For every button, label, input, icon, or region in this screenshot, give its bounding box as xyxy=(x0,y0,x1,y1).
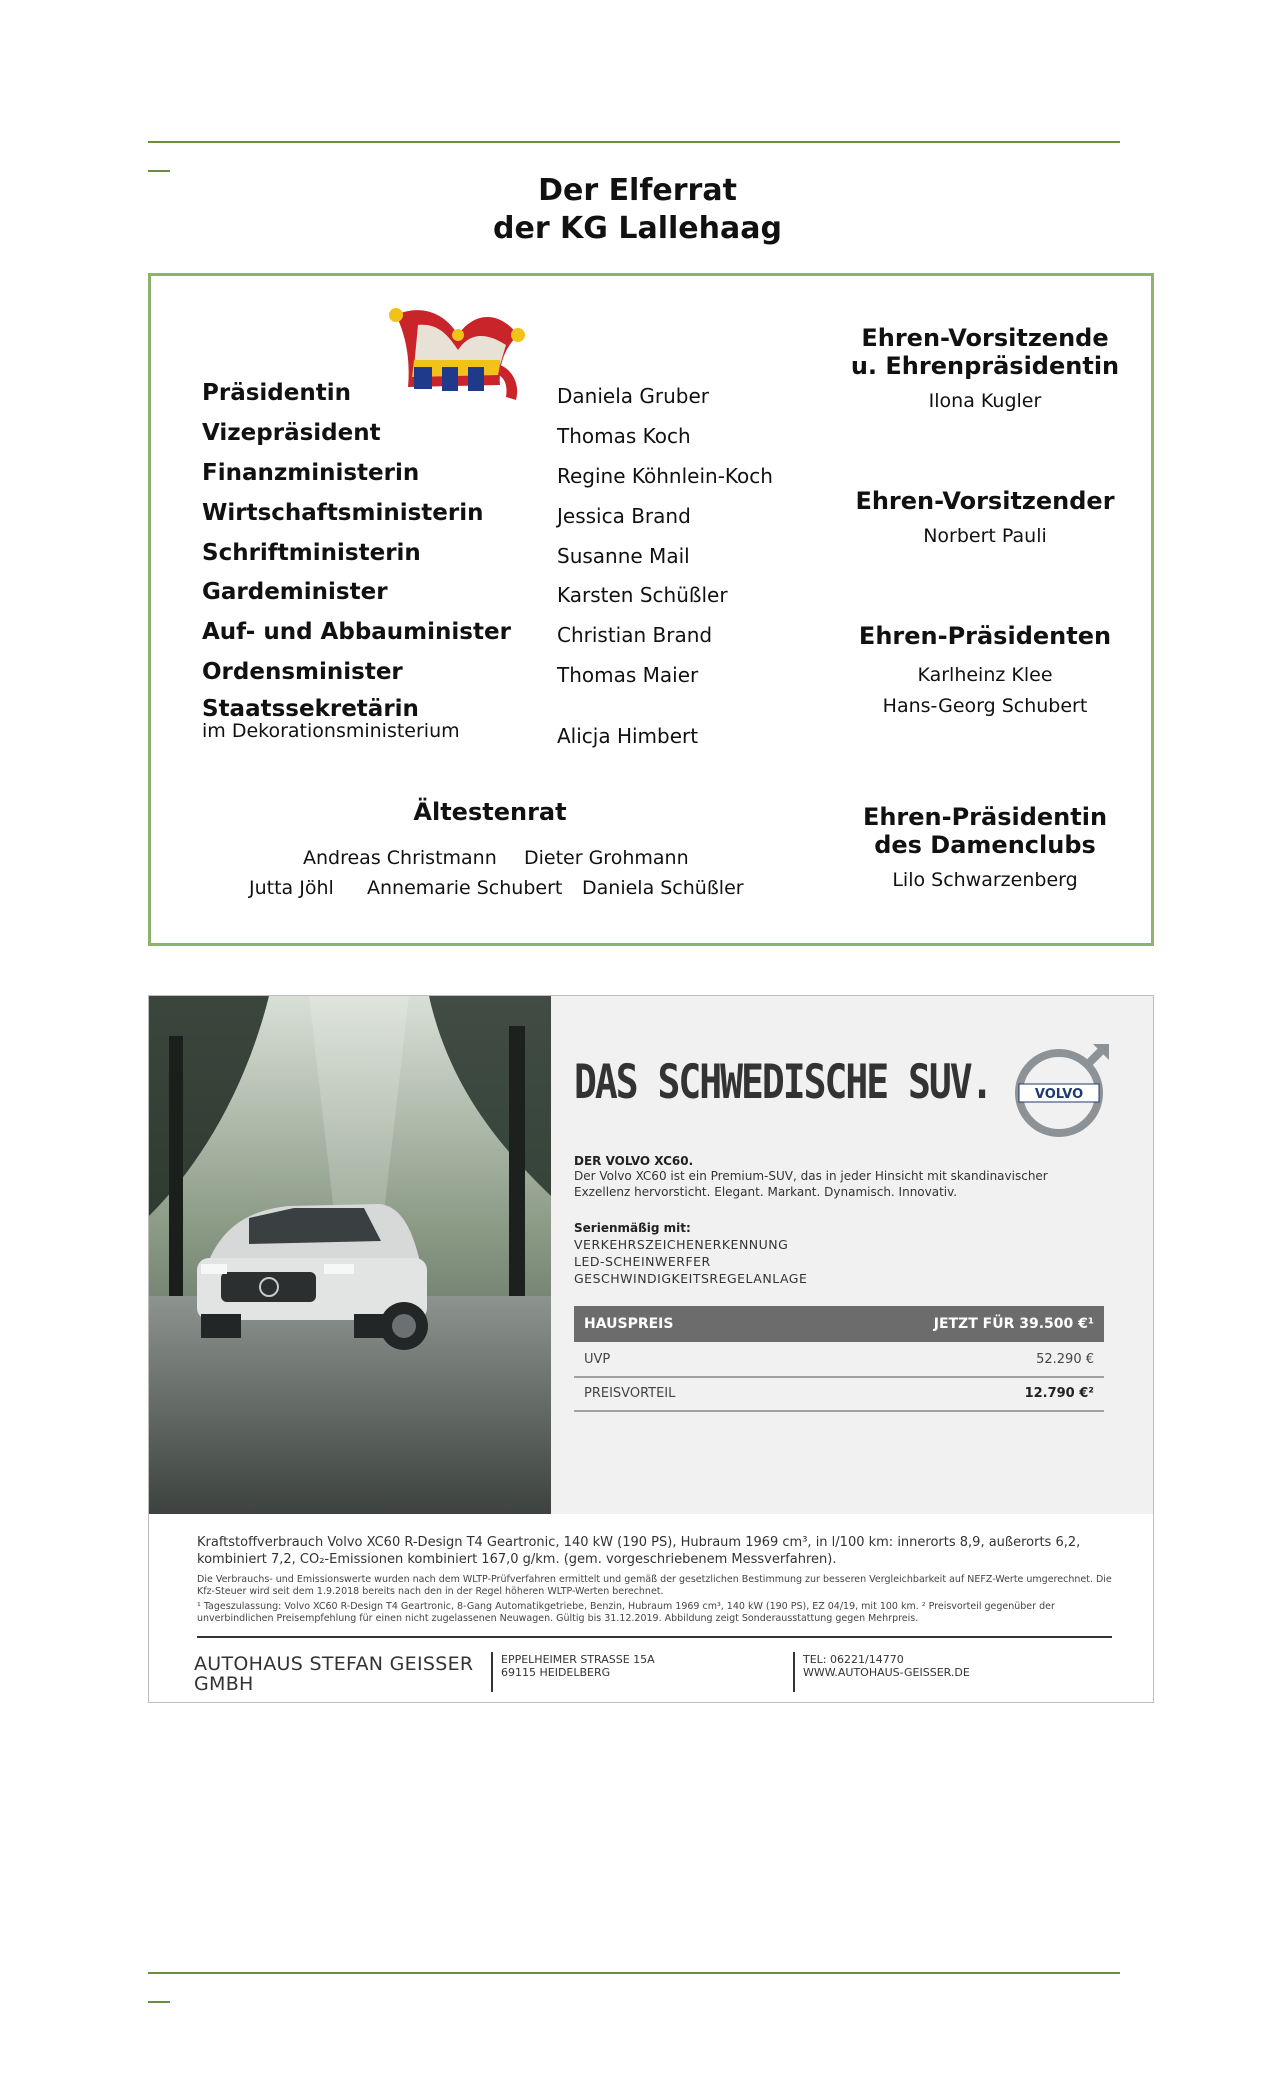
council-name: Thomas Koch xyxy=(557,424,691,448)
header-rule xyxy=(148,141,1120,143)
ad-standard-list xyxy=(574,1236,807,1287)
council-row xyxy=(202,659,802,695)
honor-name: Hans-Georg Schubert xyxy=(882,695,1088,717)
council-role: Staatssekretärin xyxy=(202,696,419,722)
honor-damenclub xyxy=(845,803,1125,896)
honor-praesidenten xyxy=(845,622,1125,722)
ad-web: WWW.AUTOHAUS-GEISSER.DE xyxy=(803,1666,970,1679)
council-role-sub: im Dekorationsministerium xyxy=(202,720,460,742)
ad-advantage-value: 12.790 €² xyxy=(1024,1386,1094,1401)
ad-price-bar xyxy=(574,1306,1104,1342)
council-row xyxy=(202,500,802,536)
honor-head: Ehren-Vorsitzende xyxy=(861,324,1109,352)
council-row xyxy=(202,420,802,456)
council-row xyxy=(202,579,802,615)
council-role: Ordensminister xyxy=(202,659,403,685)
title-line-1: Der Elferrat xyxy=(538,173,737,208)
council-role: Wirtschaftsministerin xyxy=(202,500,484,526)
elder-name: Dieter Grohmann xyxy=(524,847,689,869)
council-role: Präsidentin xyxy=(202,380,351,406)
council-name: Regine Köhnlein-Koch xyxy=(557,464,773,488)
footer-rule xyxy=(148,1972,1120,1974)
ad-advantage-label: PREISVORTEIL xyxy=(584,1386,676,1401)
ad-price-value: JETZT FÜR 39.500 €¹ xyxy=(933,1316,1094,1332)
ad-standard-item: LED-SCHEINWERFER xyxy=(574,1254,711,1269)
elder-name: Andreas Christmann xyxy=(303,847,497,869)
ad-city: 69115 HEIDELBERG xyxy=(501,1666,611,1679)
ad-street: EPPELHEIMER STRASSE 15A xyxy=(501,1653,655,1666)
ad-standard-item: VERKEHRSZEICHENERKENNUNG xyxy=(574,1237,789,1252)
honor-name: Ilona Kugler xyxy=(928,390,1042,412)
ad-price-label: HAUSPREIS xyxy=(584,1316,674,1332)
ad-dealer-line: AUTOHAUS STEFAN GEISSER xyxy=(194,1653,474,1675)
ad-contact xyxy=(803,1653,970,1679)
ad-uvp-label: UVP xyxy=(584,1352,611,1367)
honor-head: Ehren-Präsidenten xyxy=(858,622,1112,650)
ad-uvp-row xyxy=(574,1344,1104,1378)
honor-name: Norbert Pauli xyxy=(923,525,1047,547)
volvo-logo-icon xyxy=(1009,1038,1119,1138)
volvo-logo-text: VOLVO xyxy=(1034,1087,1084,1102)
ad-dealer-line: GMBH xyxy=(194,1673,254,1695)
council-role: Gardeminister xyxy=(202,579,388,605)
honor-vorsitzende xyxy=(845,324,1125,417)
ad-model-heading: DER VOLVO XC60. xyxy=(574,1154,694,1168)
ad-footer-rule xyxy=(197,1636,1112,1638)
council-name: Christian Brand xyxy=(557,623,713,647)
council-name: Jessica Brand xyxy=(557,504,691,528)
council-row xyxy=(202,619,802,655)
council-row xyxy=(202,380,802,416)
elder-name: Daniela Schüßler xyxy=(582,877,744,899)
council-name: Thomas Maier xyxy=(557,663,699,687)
ad-address xyxy=(501,1653,655,1679)
ad-dealer-name xyxy=(194,1654,473,1694)
council-role: Schriftministerin xyxy=(202,540,421,566)
council-row xyxy=(202,540,802,576)
honor-name: Lilo Schwarzenberg xyxy=(892,869,1078,891)
ad-model-description: Der Volvo XC60 ist ein Premium-SUV, das in jeder Hinsicht mit skandinavischer Exzellenz hervorsticht. Elegant. Markant. Dynamisch. Innovativ. xyxy=(574,1169,1048,1199)
volvo-advertisement xyxy=(148,995,1154,1703)
council-name: Alicja Himbert xyxy=(557,724,699,748)
ad-standard-item: GESCHWINDIGKEITSREGELANLAGE xyxy=(574,1271,808,1286)
ad-divider xyxy=(793,1652,795,1692)
ad-footnotes: ¹ Tageszulassung: Volvo XC60 R-Design T4 Geartronic, 8-Gang Automatikgetriebe, Benzin, Hubraum 1969 cm³, 140 kW (190 PS), EZ 04/19, mit 100 km. ² Preisvorteil gegenüber der unverbindlichen Preisempfehlung für einen nicht zugelassenen Neuwagen. Gültig bis 31.12.2019. Abbildung zeigt Sonderausstattung gegen Mehrpreis. xyxy=(197,1601,1055,1624)
elders-heading: Ältestenrat xyxy=(413,798,567,826)
title-line-2: der KG Lallehaag xyxy=(493,211,782,246)
ad-standard-heading: Serienmäßig mit: xyxy=(574,1221,691,1235)
council-role: Finanzministerin xyxy=(202,460,420,486)
council-name: Daniela Gruber xyxy=(557,384,709,408)
council-role: Vizepräsident xyxy=(202,420,381,446)
ad-advantage-row xyxy=(574,1378,1104,1412)
council-row xyxy=(202,460,802,496)
footer-rule-dash xyxy=(148,2001,170,2003)
honor-head: Ehren-Vorsitzender xyxy=(855,487,1115,515)
honor-name: Karlheinz Klee xyxy=(917,664,1053,686)
ad-uvp-value: 52.290 € xyxy=(1036,1352,1094,1367)
ad-tel: TEL: 06221/14770 xyxy=(803,1653,904,1666)
honor-head: Ehren-Präsidentin xyxy=(862,803,1108,831)
car-photo xyxy=(149,996,551,1514)
ad-headline: DAS SCHWEDISCHE SUV. xyxy=(574,1054,992,1109)
honor-head: u. Ehrenpräsidentin xyxy=(850,352,1120,380)
council-name: Karsten Schüßler xyxy=(557,583,728,607)
council-role: Auf- und Abbauminister xyxy=(202,619,511,645)
elder-name: Annemarie Schubert xyxy=(367,877,563,899)
ad-divider xyxy=(491,1652,493,1692)
elder-name: Jutta Jöhl xyxy=(249,877,334,899)
page-title xyxy=(0,172,1275,248)
ad-emissions-note: Die Verbrauchs- und Emissionswerte wurden nach dem WLTP-Prüfverfahren ermittelt und gemäß der gesetzlichen Bestimmung zur besseren Vergleichbarkeit auf NEFZ-Werte umgerechnet. Die Kfz-Steuer wird seit dem 1.9.2018 bereits nach den in der Regel höheren WLTP-Werten berechnet. xyxy=(197,1574,1112,1597)
honor-vorsitzender xyxy=(845,487,1125,552)
council-name: Susanne Mail xyxy=(557,544,690,568)
ad-consumption-text: Kraftstoffverbrauch Volvo XC60 R-Design T4 Geartronic, 140 kW (190 PS), Hubraum 1969 cm³, in l/100 km: innerorts 8,9, außerorts 6,2, kombiniert 7,2, CO₂-Emissionen kombiniert 167,0 g/km. (gem. vorgeschriebenem Messverfahren). xyxy=(197,1535,1081,1567)
honor-head: des Damenclubs xyxy=(874,831,1096,859)
